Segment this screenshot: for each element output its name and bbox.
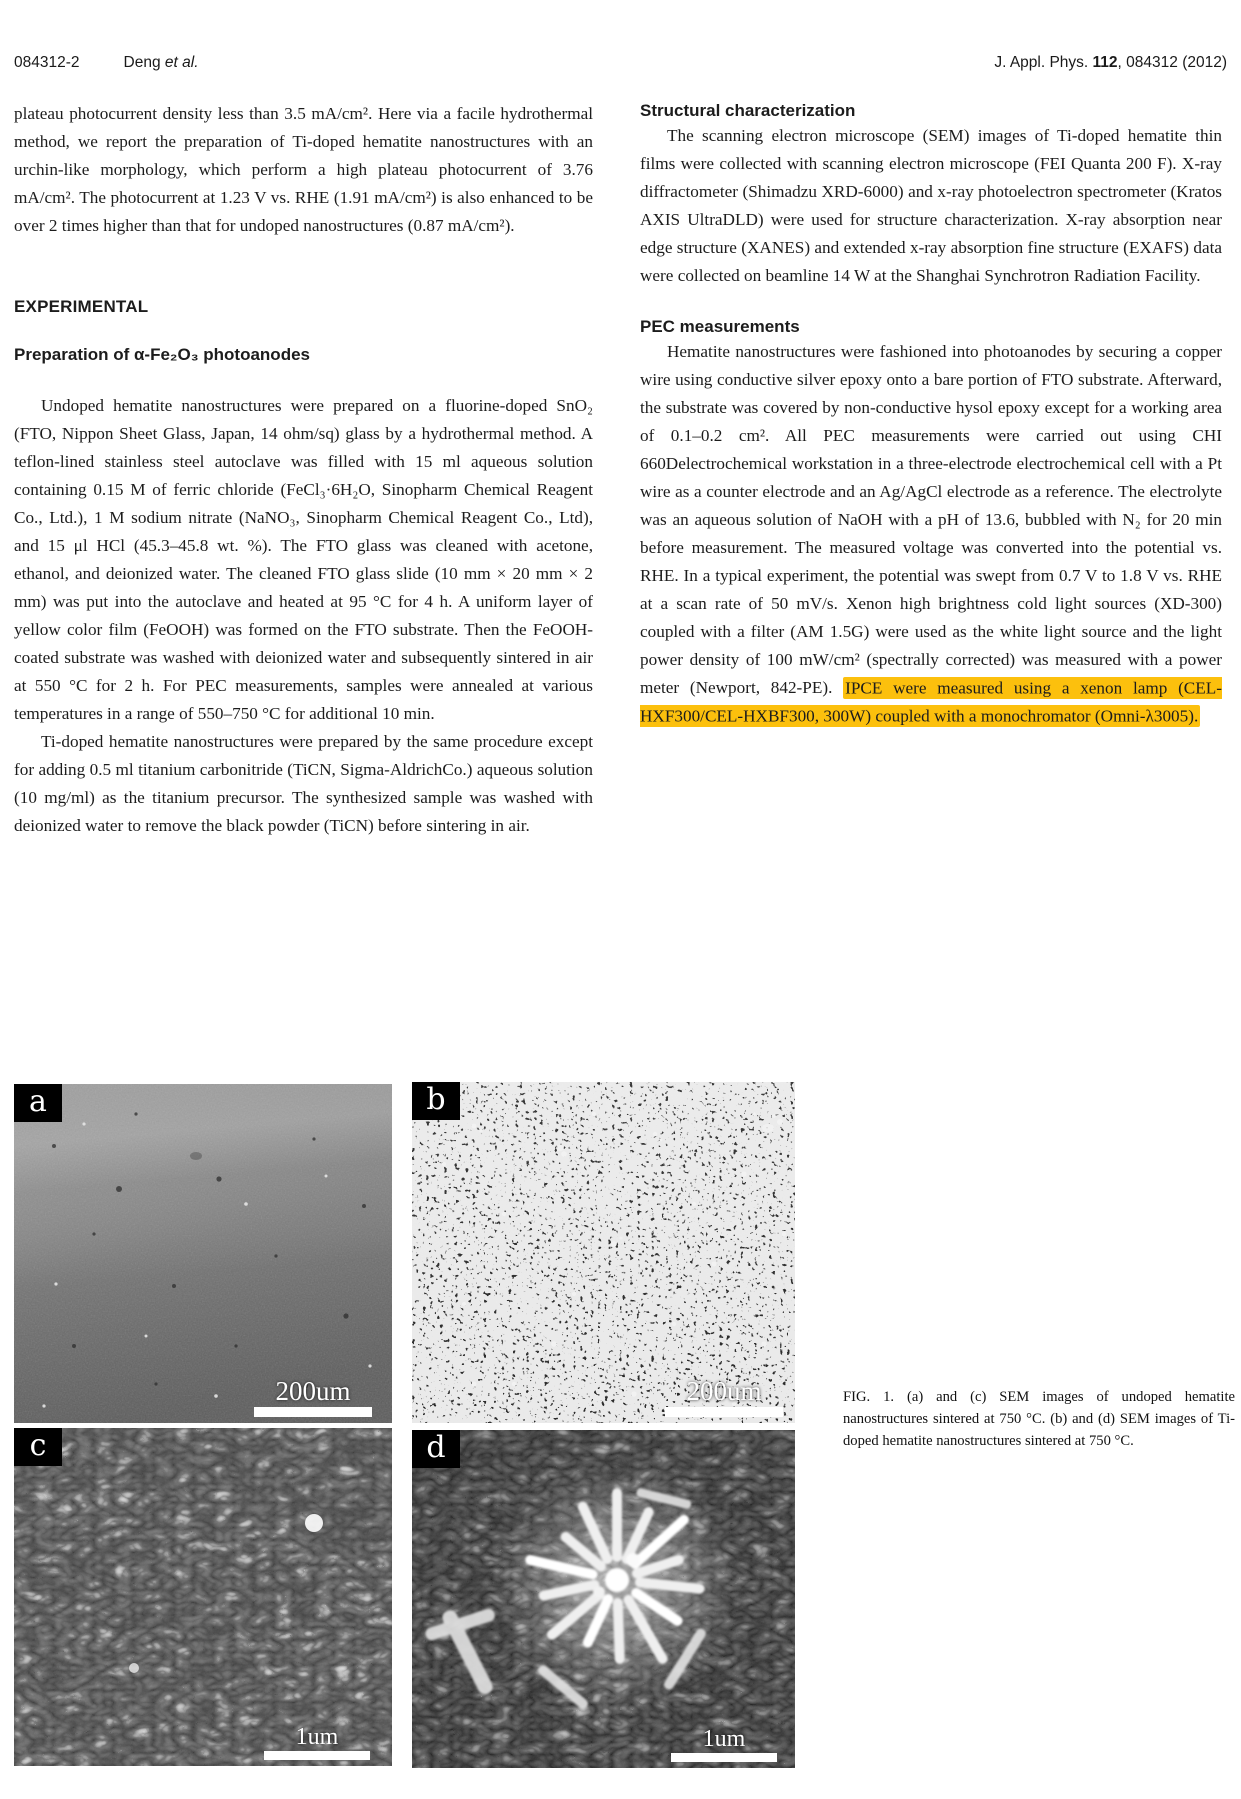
section-heading-experimental: EXPERIMENTAL	[14, 297, 149, 316]
page-number: 084312-2	[14, 54, 80, 71]
left-column	[14, 100, 593, 840]
scalebar-bar-b	[665, 1407, 783, 1417]
pec-text: Hematite nanostructures were fashioned into photoanodes by securing a copper wire using conductive silver epoxy onto a bare portion of FTO substrate. Afterward, the substrate was covered by non-conductive hysol epoxy except for a working area of 0.1–0.2 cm². All PEC measurements were carried out using CHI 660Delectrochemical workstation in a three-electrode electrochemical cell with a Pt wire as a counter electrode and an Ag/AgCl electrode as a reference. The electrolyte was an aqueous solution of NaOH with a pH of 13.6, bubbled with N₂ for 20 min before measurement. The measured voltage was converted into the potential vs. RHE. In a typical experiment, the potential was swept from 0.7 V to 1.8 V vs. RHE at a scan rate of 50 mV/s. Xenon high brightness cold light sources (XD-300) coupled with a filter (AM 1.5G) were used as the white light source and the light power density of 100 mW/cm² (spectrally corrected) was measured with a power meter (Newport, 842-PE).	[640, 342, 1222, 697]
paragraph-pec	[640, 338, 1222, 730]
scalebar-b	[665, 1377, 783, 1417]
paragraph-intro: plateau photocurrent density less than 3.5 mA/cm². Here via a facile hydrothermal method, we report the preparation of Ti-doped hematite nanostructures with an urchin-like morphology, which perform a high plateau photocurrent of 3.76 mA/cm². The photocurrent at 1.23 V vs. RHE (1.91 mA/cm²) is also enhanced to be over 2 times higher than that for undoped nanostructures (0.87 mA/cm²).	[14, 104, 593, 235]
highlighted-text: IPCE were measured using a xenon lamp (CEL-HXF300/CEL-HXBF300, 300W) coupled with a monochromator (Omni-λ3005).	[640, 678, 1222, 725]
figure-caption: FIG. 1. (a) and (c) SEM images of undoped hematite nanostructures sintered at 750 °C. (b) and (d) SEM images of Ti-doped hematite nanostructures sintered at 750 °C.	[843, 1389, 1235, 1449]
sem-image-d	[412, 1430, 795, 1768]
sem-texture-a	[14, 1084, 392, 1423]
header-etal: et al.	[164, 54, 199, 71]
running-header	[14, 54, 1227, 76]
panel-label-a: a	[14, 1084, 62, 1122]
panel-label-d: d	[412, 1430, 460, 1468]
sem-texture-d	[412, 1430, 795, 1768]
sem-image-b	[412, 1082, 795, 1423]
scalebar-bar-d	[671, 1753, 777, 1762]
subsection-heading-pec: PEC measurements	[640, 317, 800, 336]
scalebar-text-b: 200um	[686, 1376, 762, 1406]
subsection-heading-structural: Structural characterization	[640, 101, 856, 120]
scalebar-bar-c	[264, 1751, 370, 1760]
right-column	[640, 100, 1222, 730]
journal-volume: 112	[1092, 54, 1118, 71]
sem-texture-c	[14, 1428, 392, 1766]
scalebar-text-a: 200um	[275, 1376, 351, 1406]
scalebar-a	[254, 1377, 372, 1417]
header-authors: Deng et al.	[123, 54, 199, 71]
scalebar-c	[264, 1725, 370, 1760]
panel-label-c: c	[14, 1428, 62, 1466]
paragraph-preparation-1: Undoped hematite nanostructures were prepared on a fluorine-doped SnO₂ (FTO, Nippon Sheet Glass, Japan, 14 ohm/sq) glass by a hydrothermal method. A teflon-lined stainless steel autoclave was filled with 15 ml aqueous solution containing 0.15 M of ferric chloride (FeCl₃·6H₂O, Sinopharm Chemical Reagent Co., Ltd.), 1 M sodium nitrate (NaNO₃, Sinopharm Chemical Reagent Co., Ltd), and 15 μl HCl (45.3–45.8 wt. %). The FTO glass was cleaned with acetone, ethanol, and deionized water. The cleaned FTO glass slide (10 mm × 20 mm × 2 mm) was put into the autoclave and heated at 95 °C for 4 h. A uniform layer of yellow color film (FeOOH) was formed on the FTO substrate. Then the FeOOH-coated substrate was washed with deionized water and subsequently sintered in air at 550 °C for 2 h. For PEC measurements, samples were annealed at various temperatures in a range of 550–750 °C for additional 10 min.	[14, 396, 593, 723]
sem-image-c	[14, 1428, 392, 1766]
scalebar-d	[671, 1727, 777, 1762]
sem-texture-b	[412, 1082, 795, 1423]
panel-label-b: b	[412, 1082, 460, 1120]
subsection-heading-preparation: Preparation of α-Fe₂O₃ photoanodes	[14, 345, 310, 364]
paragraph-preparation-2: Ti-doped hematite nanostructures were prepared by the same procedure except for adding 0.5 ml titanium carbonitride (TiCN, Sigma-AldrichCo.) aqueous solution (10 mg/ml) as the titanium precursor. The synthesized sample was washed with deionized water to remove the black powder (TiCN) before sintering in air.	[14, 732, 593, 835]
header-left	[14, 54, 199, 72]
scalebar-text-d: 1um	[702, 1726, 746, 1752]
sem-image-a	[14, 1084, 392, 1423]
scalebar-bar-a	[254, 1407, 372, 1417]
paragraph-structural: The scanning electron microscope (SEM) images of Ti-doped hematite thin films were collected with scanning electron microscope (FEI Quanta 200 F). X-ray diffractometer (Shimadzu XRD-6000) and x-ray photoelectron spectrometer (Kratos AXIS UltraDLD) were used for structure characterization. X-ray absorption near edge structure (XANES) and extended x-ray absorption fine structure (EXAFS) data were collected on beamline 14 W at the Shanghai Synchrotron Radiation Facility.	[640, 126, 1222, 285]
scalebar-text-c: 1um	[295, 1724, 339, 1750]
header-citation: J. Appl. Phys. 112, 084312 (2012)	[994, 54, 1227, 71]
